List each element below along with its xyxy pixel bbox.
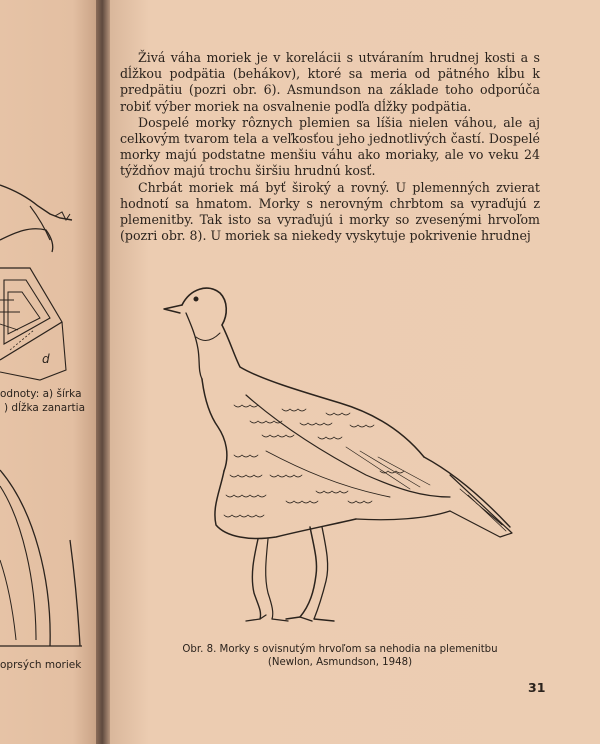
left-page-illustration bbox=[0, 0, 104, 744]
turkey-illustration bbox=[150, 275, 520, 635]
left-page bbox=[0, 0, 104, 744]
paragraph-2: Dospelé morky rôznych plemien sa líšia nielen váhou, ale aj celkovým tvarom tela a veľkosťou jeho jednotlivých častí. Dospelé morky majú podstatne menšiu váhu ako moriaky, ale vo veku 24 týždňov majú trochu širšiu hrudnú kosť. bbox=[120, 114, 540, 179]
body-text bbox=[120, 50, 540, 244]
figure-caption bbox=[160, 643, 520, 669]
figure-caption-line-1: Obr. 8. Morky s ovisnutým hrvoľom sa nehodia na plemenitbu bbox=[182, 644, 498, 655]
paragraph-3: Chrbát moriek má byť široký a rovný. U plemenných zvierat hodnotí sa hmatom. Morky s nerovným chrbtom sa vyraďujú z plemenitby. Tak isto sa vyraďujú i morky so zvesenými hrvoľom (pozri obr. 8). U moriek sa niekedy vyskytuje pokrivenie hrudnej bbox=[120, 179, 540, 244]
left-caption-line-1: odnoty: a) šírka bbox=[0, 388, 82, 400]
left-figure-label: d bbox=[42, 352, 50, 366]
figure-caption-line-2: (Newlon, Asmundson, 1948) bbox=[267, 657, 413, 668]
left-caption-line-2: ) dĺžka zanartia bbox=[4, 402, 86, 414]
paragraph-1: Živá váha moriek je v korelácii s utváraním hrudnej kosti a s dĺžkou podpätia (behákov), ktoré sa meria od pätného kĺbu k predpätiu (pozri obr. 6). Asmundson na základe toho odporúča robiť výber moriek na osvalnenie podľa dĺžky podpätia. bbox=[120, 50, 540, 114]
page-number: 31 bbox=[528, 680, 546, 695]
left-bottom-label: oprsých moriek bbox=[0, 659, 82, 671]
book-gutter bbox=[96, 0, 110, 744]
